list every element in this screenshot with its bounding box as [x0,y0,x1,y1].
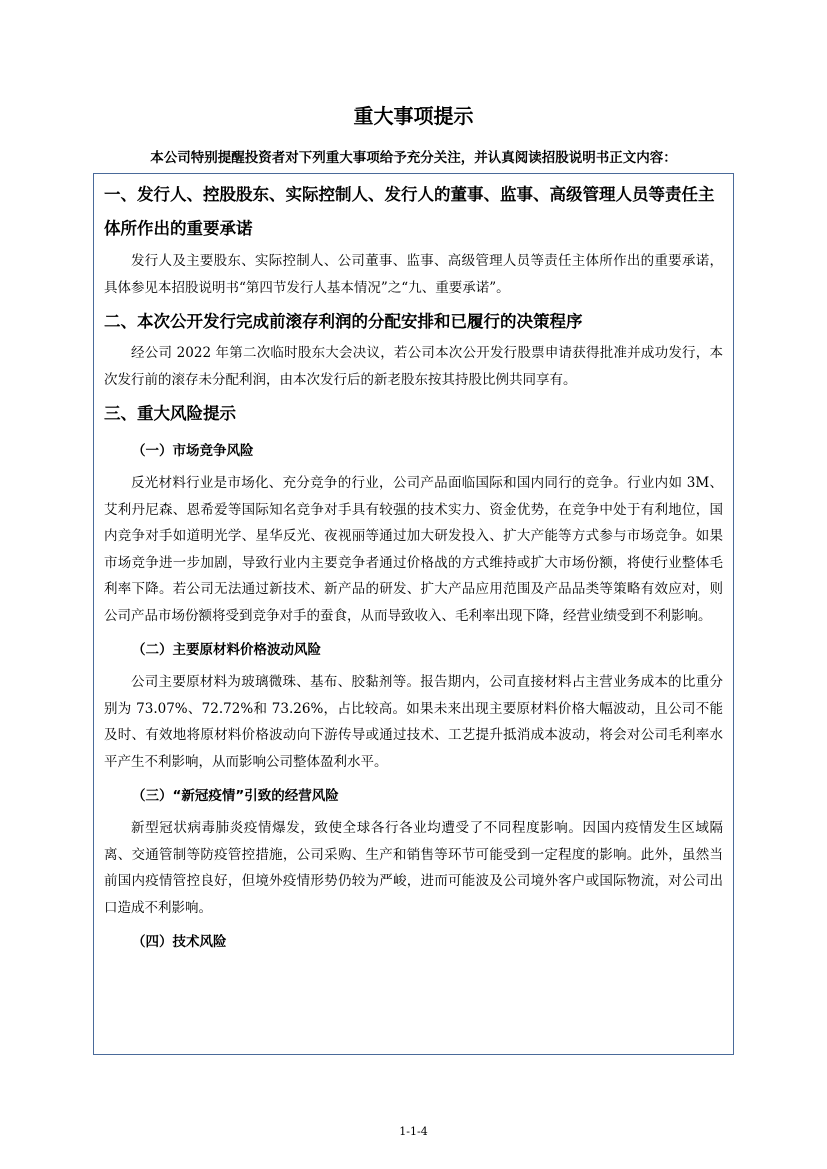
content-box [93,173,734,1055]
section-paragraph-profit-distribution: 经公司 2022 年第二次临时股东大会决议，若公司本次公开发行股票申请获得批准并成功发行，本次发行前的滚存未分配利润，由本次发行后的新老股东按其持股比例共同享有。 [104,345,723,388]
section-heading-profit-distribution: 二、本次公开发行完成前滚存利润的分配安排和已履行的决策程序 [104,312,583,331]
section-heading-commitments: 一、发行人、控股股东、实际控制人、发行人的董事、监事、高级管理人员等责任主体所作出的重要承诺 [104,185,715,238]
risk-title-raw-material: （二）主要原材料价格波动风险 [132,642,321,658]
page-number: 1-1-4 [399,1125,428,1138]
section-paragraph-commitments: 发行人及主要股东、实际控制人、公司董事、监事、高级管理人员等责任主体所作出的重要承诺，具体参见本招股说明书“第四节发行人基本情况”之“九、重要承诺”。 [104,253,723,296]
section-heading-risks: 三、重大风险提示 [104,404,236,423]
risk-title-market-competition: （一）市场竞争风险 [132,443,254,459]
risk-title-covid: （三）“新冠疫情”引致的经营风险 [132,788,339,804]
page-title: 重大事项提示 [353,104,474,128]
risk-paragraph-raw-material: 公司主要原材料为玻璃微珠、基布、胶黏剂等。报告期内，公司直接材料占主营业务成本的比重分别为 73.07%、72.72%和 73.26%，占比较高。如果未来出现主要原材料价格大幅波动，且公司不能及时、有效地将原材料价格波动向下游传导或通过技术、工艺提升抵消成本波动，将会对公司毛利率水平产生不利影响，从而影响公司整体盈利水平。 [104,674,723,770]
risk-paragraph-covid: 新型冠状病毒肺炎疫情爆发，致使全球各行各业均遭受了不同程度影响。因国内疫情发生区域隔离、交通管制等防疫管控措施，公司采购、生产和销售等环节可能受到一定程度的影响。此外，虽然当前国内疫情管控良好，但境外疫情形势仍较为严峻，进而可能波及公司境外客户或国际物流，对公司出口造成不利影响。 [104,820,723,916]
risk-paragraph-market-competition: 反光材料行业是市场化、充分竞争的行业，公司产品面临国际和国内同行的竞争。行业内如 3M、艾利丹尼森、恩希爱等国际知名竞争对手具有较强的技术实力、资金优势，在竞争中处于有利地位，国内竞争对手如道明光学、星华反光、夜视丽等通过加大研发投入、扩大产能等方式参与市场竞争。如果市场竞争进一步加剧，导致行业内主要竞争者通过价格战的方式维持或扩大市场份额，将使行业整体毛利率下降。若公司无法通过新技术、新产品的研发、扩大产品应用范围及产品品类等策略有效应对，则公司产品市场份额将受到竞争对手的蚕食，从而导致收入、毛利率出现下降，经营业绩受到不利影响。 [104,475,723,624]
page-subtitle: 本公司特别提醒投资者对下列重大事项给予充分关注，并认真阅读招股说明书正文内容： [150,150,677,166]
risk-title-technology: （四）技术风险 [132,934,227,950]
